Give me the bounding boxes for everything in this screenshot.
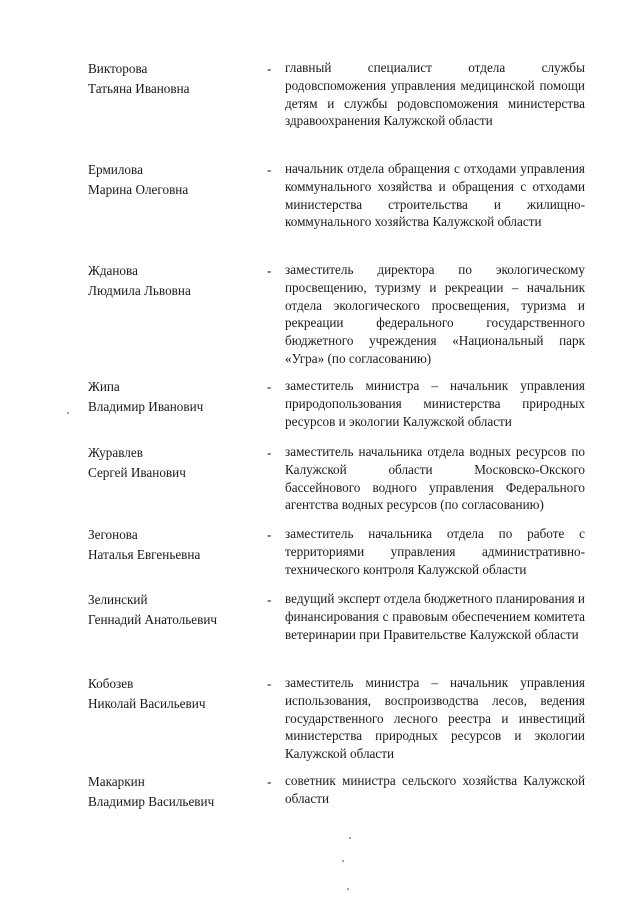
position-description: заместитель начальника отдела по работе с территориями управления административно-технического контроля Калужской области [285,526,585,577]
scan-speck [342,860,344,862]
position-description: ведущий эксперт отдела бюджетного планирования и финансирования с правовым обеспечением комитета ветеринарии при Правительстве Калужской области [285,591,585,642]
given-names: Владимир Васильевич [88,793,215,809]
person-name [88,674,258,713]
person-name [88,590,258,629]
person-name [88,160,258,199]
surname: Зелинский [88,592,148,607]
separator-dash: - [267,527,272,542]
given-names: Николай Васильевич [88,695,206,711]
surname: Зегонова [88,527,138,542]
surname: Викторова [88,61,148,76]
given-names: Геннадий Анатольевич [88,611,218,627]
person-name [88,443,258,482]
position-description: заместитель начальника отдела водных ресурсов по Калужской области Московско-Окского бассейнового водного управления Федерального агентства водных ресурсов (по согласованию) [285,444,585,513]
surname: Кобозев [88,676,134,691]
position-description: заместитель директора по экологическому просвещению, туризму и рекреации – начальник отдела экологического просвещения, туризма и рекреации федерального государственного бюджетного учреждения «Национальный парк «Угра» (по согласованию) [285,262,585,366]
given-names: Татьяна Ивановна [88,80,190,96]
given-names: Наталья Евгеньевна [88,546,201,562]
separator-dash: - [267,263,272,278]
given-names: Марина Олеговна [88,181,189,197]
position-description: заместитель министра – начальник управления природопользования министерства природных ресурсов и экологии Калужской области [285,378,585,429]
position-description: заместитель министра – начальник управления использования, воспроизводства лесов, ведения государственного лесного реестра и инвестиций министерства природных ресурсов и экологии Калужской области [285,675,585,762]
scan-speck [349,837,351,839]
surname: Журавлев [88,445,143,460]
given-names: Владимир Иванович [88,398,204,414]
person-name [88,377,258,416]
separator-dash: - [267,162,272,177]
separator-dash: - [267,379,272,394]
separator-dash: - [267,61,272,76]
person-name [88,59,258,98]
surname: Макаркин [88,774,145,789]
separator-dash: - [267,774,272,789]
scan-speck [347,888,349,890]
scan-speck [67,412,69,414]
position-description: главный специалист отдела службы родовспоможения управления медицинской помощи детям и службы родовспоможения министерства здравоохранения Калужской области [285,60,585,129]
surname: Жданова [88,263,138,278]
surname: Ермилова [88,162,143,177]
given-names: Людмила Львовна [88,282,191,298]
surname: Жипа [88,379,120,394]
separator-dash: - [267,592,272,607]
position-description: начальник отдела обращения с отходами управления коммунального хозяйства и обращения с отходами министерства строительства и жилищно-коммунального хозяйства Калужской области [285,161,585,230]
given-names: Сергей Иванович [88,464,186,480]
separator-dash: - [267,676,272,691]
position-description: советник министра сельского хозяйства Калужской области [285,773,585,806]
person-name [88,772,258,811]
person-name [88,525,258,564]
separator-dash: - [267,445,272,460]
person-name [88,261,258,300]
